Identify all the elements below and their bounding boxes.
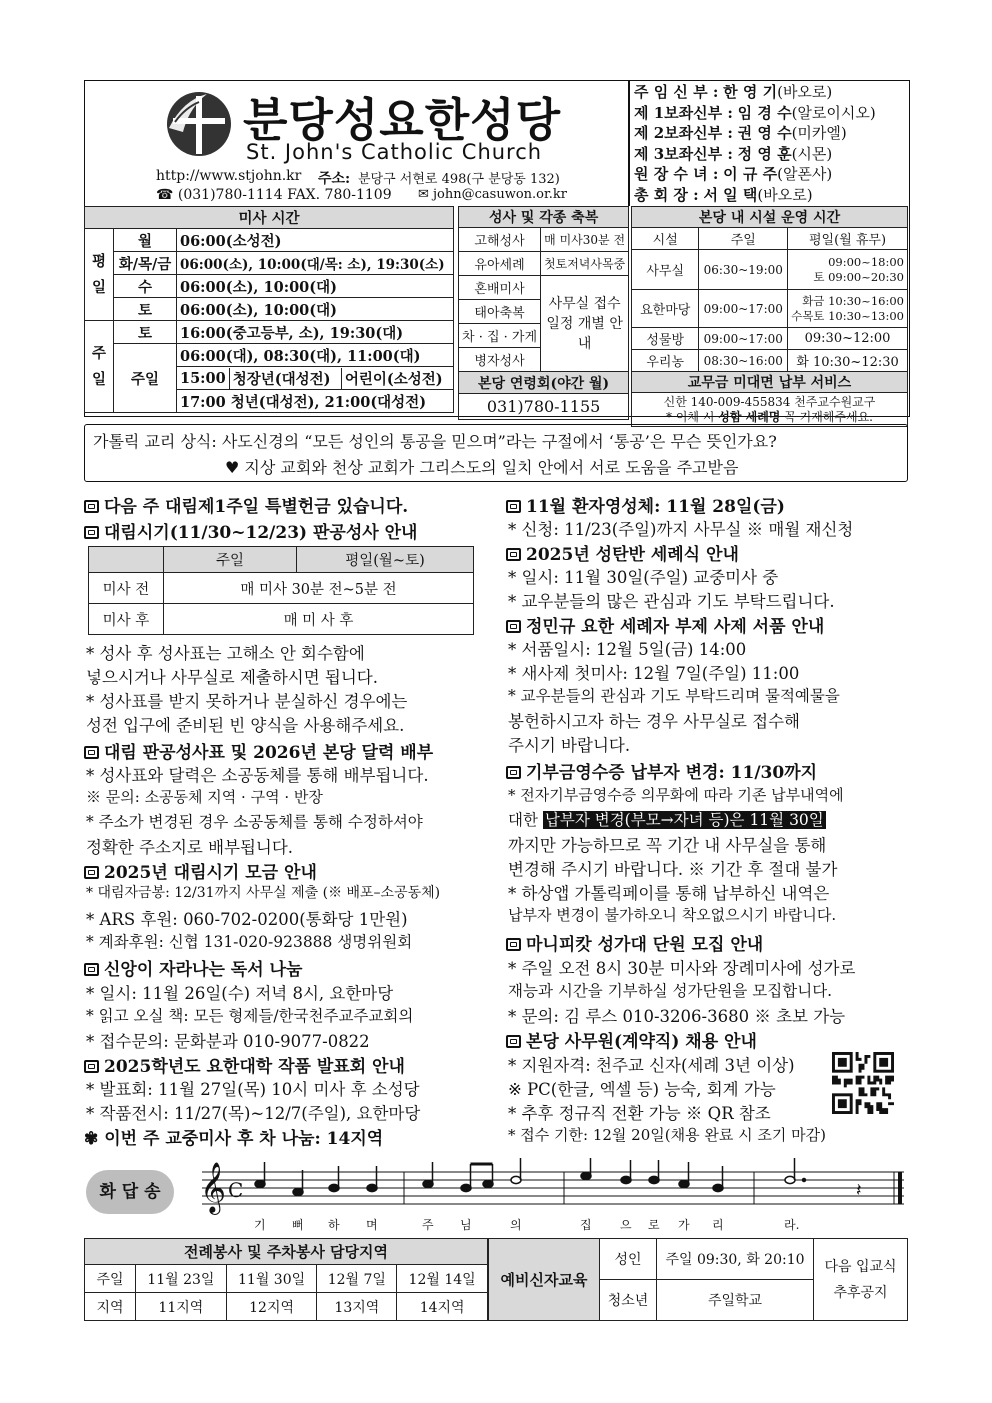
confession-header: 평일(월~토) — [297, 547, 474, 573]
notice-heading: 대림 판공성사표 및 2026년 본당 달력 배부 — [84, 738, 433, 763]
lyric-syllable: 님 — [460, 1218, 472, 1232]
facility-name: 사무실 — [632, 250, 699, 290]
lyric-syllable: 뻐 — [292, 1218, 304, 1232]
notice-line: * 하상앱 가톨릭페이를 통해 납부하신 내역은 — [508, 884, 830, 903]
duty-date: 12월 7일 — [317, 1265, 397, 1293]
notice-line: ※ 문의: 소공동체 지역 · 구역 · 반장 — [86, 788, 323, 806]
sacrament-item: 태아축복 — [459, 300, 541, 324]
duty-row-label: 주일 — [85, 1265, 136, 1293]
sacraments-title: 성사 및 각종 축복 — [459, 207, 629, 228]
facility-name: 요한마당 — [632, 290, 699, 328]
responsorial-psalm-label: 화 답 송 — [86, 1170, 174, 1214]
duty-region: 13지역 — [317, 1293, 397, 1321]
mass-day: 월 — [114, 229, 177, 252]
notice-line: * 교우분들의 관심과 기도 부탁드리며 물적예물을 — [508, 687, 840, 705]
notice-line: 납부자 변경이 불가하오니 착오없으시기 바랍니다. — [508, 906, 837, 924]
notice-line: * 대림자금봉: 12/31까지 사무실 제출 (※ 배포–소공동체) — [86, 885, 441, 901]
website-link[interactable]: http://www.stjohn.kr — [156, 168, 302, 184]
mass-time: 청장년(대성전) — [229, 368, 341, 389]
notice-line: 까지만 가능하므로 꼭 기간 내 사무실을 통해 — [508, 836, 827, 855]
notice-line: * 작품전시: 11/27(목)~12/7(주일), 요한마당 — [86, 1104, 421, 1123]
duty-schedule-table — [84, 1238, 488, 1321]
notice-line: 넣으시거나 사무실로 제출하시면 됩니다. — [86, 668, 378, 687]
confession-row-value: 매 미 사 후 — [164, 604, 474, 635]
next-enrollment-label: 다음 입교식 — [824, 1258, 897, 1275]
confession-row-label: 미사 후 — [89, 604, 164, 635]
notice-line: 주시기 바랍니다. — [508, 736, 631, 755]
notice-heading: 2025년 성탄반 세례식 안내 — [506, 540, 739, 565]
facility-name: 성물방 — [632, 328, 699, 350]
church-name: 분당성요한성당 — [243, 93, 562, 147]
facility-weekday: 화금 10:30~16:00 — [802, 293, 904, 308]
catechism-box — [84, 424, 908, 482]
duty-date: 11월 30일 — [226, 1265, 317, 1293]
catechumen-education-table — [488, 1238, 908, 1321]
notice-line: * 발표회: 11월 27일(목) 10시 미사 후 소성당 — [86, 1080, 420, 1099]
facility-header: 주일 — [699, 228, 788, 250]
duty-region: 11지역 — [136, 1293, 227, 1321]
facility-header: 시설 — [632, 228, 699, 250]
confession-row-value: 매 미사 30분 전~5분 전 — [164, 573, 474, 604]
notice-line: * 교우분들의 많은 관심과 기도 부탁드립니다. — [508, 592, 835, 611]
weekday-label: 평일 — [85, 229, 114, 321]
notice-line: ※ PC(한글, 엑셀 등) 능숙, 회계 가능 — [508, 1080, 776, 1099]
facility-weekday: 09:00~18:00 — [828, 254, 904, 269]
notice-line: * 서품일시: 12월 5일(금) 14:00 — [508, 640, 747, 659]
notice-line: 재능과 시간을 기부하실 성가단원을 모집합니다. — [508, 982, 833, 1000]
mass-time: 15:00 — [177, 368, 229, 389]
address: 분당구 서현로 498(구 분당동 132) — [358, 172, 560, 187]
notice-icon — [84, 963, 99, 976]
mass-day: 화/목/금 — [114, 252, 177, 275]
funeral-union-phone: 031)780-1155 — [459, 394, 629, 420]
notice-line: * 문의: 김 루스 010-3206-3680 ※ 초보 가능 — [508, 1007, 846, 1026]
notice-line: * 지원자격: 천주교 신자(세례 3년 이상) — [508, 1056, 795, 1075]
duty-region: 12지역 — [226, 1293, 317, 1321]
notice-heading: 11월 환자영성체: 11월 28일(금) — [506, 492, 785, 517]
notice-icon — [84, 746, 99, 759]
highlighted-deadline: 납부자 변경(부모→자녀 등)은 11월 30일 — [544, 811, 824, 829]
lyric-syllable: 로 — [648, 1218, 660, 1232]
sacrament-item: 고해성사 — [459, 228, 541, 252]
facility-weekday: 수목토 10:30~13:00 — [791, 308, 904, 323]
duty-region: 14지역 — [397, 1293, 488, 1321]
phone-fax: ☎ (031)780-1114 FAX. 780-1109 — [156, 187, 392, 203]
music-staff — [194, 1158, 906, 1218]
mass-day: 수 — [114, 275, 177, 298]
notice-icon — [84, 1060, 99, 1073]
lyric-syllable: 하 — [328, 1218, 340, 1232]
notice-line: 정확한 주소지로 배부됩니다. — [86, 838, 294, 857]
notice-line: * 일시: 11월 26일(수) 저녁 8시, 요한마당 — [86, 984, 394, 1003]
staff-list — [634, 82, 876, 205]
mass-time: 어린이(소성전) — [344, 370, 443, 388]
facility-name: 우리농 — [632, 350, 699, 372]
notice-icon — [506, 938, 521, 951]
mass-time: 06:00(대), 08:30(대), 11:00(대) — [177, 344, 454, 367]
qr-code-icon[interactable] — [832, 1052, 894, 1114]
mass-time: 06:00(소), 10:00(대) — [177, 275, 454, 298]
donation-title: 교무금 미대면 납부 서비스 — [632, 372, 908, 393]
notice-line: * 접수 기한: 12월 20일(채용 완료 시 조기 마감) — [508, 1126, 826, 1144]
notice-heading: ✾ 이번 주 교중미사 후 차 나눔: 14지역 — [84, 1129, 384, 1149]
lyric-syllable: 며 — [366, 1218, 378, 1232]
lyric-syllable: 주 — [422, 1218, 434, 1232]
facility-sunday: 06:30~19:00 — [699, 250, 788, 290]
notice-line: * 일시: 11월 30일(주일) 교중미사 중 — [508, 568, 779, 587]
sunday-day: 주일 — [114, 344, 177, 413]
lyric-syllable: 라. — [784, 1218, 800, 1232]
notice-line: * 성사표와 달력은 소공동체를 통해 배부됩니다. — [86, 766, 429, 785]
sunday-label: 주일 — [85, 321, 114, 413]
lyric-syllable: 리 — [712, 1218, 724, 1232]
notice-line: * 읽고 오실 책: 모든 형제들/한국천주교주교회의 — [86, 1007, 414, 1025]
notice-line: * 주소가 변경된 경우 소공동체를 통해 수정하셔야 — [86, 813, 423, 831]
confession-header: 주일 — [164, 547, 297, 573]
facility-weekday: 09:30~12:00 — [788, 328, 908, 350]
notice-heading: 2025년 대림시기 모금 안내 — [84, 858, 317, 883]
mass-time: 06:00(소성전) — [177, 229, 454, 252]
mass-schedule-table — [84, 206, 454, 413]
notice-icon — [506, 620, 521, 633]
notice-line: * 전자기부금영수증 의무화에 따라 기존 납부내역에 — [508, 786, 844, 804]
notice-heading: 다음 주 대림제1주일 특별헌금 있습니다. — [84, 492, 408, 517]
duty-row-label: 지역 — [85, 1293, 136, 1321]
notice-heading: 마니피캇 성가대 단원 모집 안내 — [506, 930, 763, 955]
catechism-answer: ♥ 지상 교회와 천상 교회가 그리스도의 일치 안에서 서로 도움을 주고받음 — [225, 458, 739, 477]
notice-icon — [84, 500, 99, 513]
staff-row: 제 3보좌신부 : 정 영 훈(시몬) — [634, 144, 833, 163]
church-name-english: St. John's Catholic Church — [246, 140, 543, 164]
svg-text:𝄽: 𝄽 — [856, 1180, 862, 1201]
notice-line: * ARS 후원: 060-702-0200(통화당 1만원) — [86, 910, 408, 929]
staff-row: 주 임 신 부 : 한 영 기(바오로) — [634, 83, 833, 101]
notice-line: * 성사 후 성사표는 고해소 안 회수함에 — [86, 644, 365, 663]
duty-date: 11월 23일 — [136, 1265, 227, 1293]
notice-line: * 접수문의: 문화분과 010-9077-0822 — [86, 1032, 370, 1051]
notice-icon — [506, 548, 521, 561]
notice-icon — [84, 866, 99, 879]
svg-text:𝄞: 𝄞 — [200, 1162, 227, 1213]
catechism-question: 가톨릭 교리 상식: 사도신경의 “모든 성인의 통공을 믿으며”라는 구절에서 ‘통공’은 무슨 뜻인가요? — [93, 432, 777, 451]
notice-icon — [506, 766, 521, 779]
church-logo-icon — [163, 88, 235, 160]
facility-sunday: 08:30~16:00 — [699, 350, 788, 372]
facilities-table — [631, 206, 908, 427]
notice-heading: 2025학년도 요한대학 작품 발표회 안내 — [84, 1052, 405, 1077]
sacrament-item: 차 · 집 · 가게 — [459, 324, 541, 348]
address-label: 주소: — [318, 171, 351, 187]
confession-schedule-table — [88, 546, 474, 635]
donation-account: 신한 140-009-455834 천주교수원교구 — [663, 394, 876, 409]
notice-icon — [84, 526, 99, 539]
facility-sunday: 09:00~17:00 — [699, 328, 788, 350]
tea-leaf-icon: ✾ — [84, 1129, 99, 1149]
notice-line: * 계좌후원: 신협 131-020-923888 생명위원회 — [86, 933, 413, 951]
facility-header: 평일(월 휴무) — [788, 228, 908, 250]
lyric-syllable: 으 — [620, 1218, 632, 1232]
notice-heading: 신앙이 자라나는 독서 나눔 — [84, 955, 302, 980]
staff-divider — [628, 80, 630, 206]
staff-row: 제 2보좌신부 : 권 영 수(미카엘) — [634, 124, 847, 142]
lyric-syllable: 가 — [678, 1218, 690, 1232]
notice-line: * 주일 오전 8시 30분 미사와 장례미사에 성가로 — [508, 959, 856, 978]
email-link[interactable]: ✉ john@casuwon.or.kr — [418, 187, 567, 202]
office-contact-note: 사무실 접수 일정 개별 안내 — [541, 276, 629, 372]
mass-title: 미사 시간 — [85, 207, 454, 229]
facilities-title: 본당 내 시설 운영 시간 — [632, 207, 908, 228]
mass-day: 토 — [114, 321, 177, 344]
mass-day: 토 — [114, 298, 177, 321]
notice-line: 성전 입구에 준비된 빈 양식을 사용해주세요. — [86, 716, 405, 735]
svg-text:C: C — [228, 1178, 244, 1202]
notice-line: * 성사표를 받지 못하거나 분실하신 경우에는 — [86, 692, 408, 711]
funeral-union-title: 본당 연령회(야간 월) — [459, 372, 629, 394]
staff-row: 제 1보좌신부 : 임 경 수(알로이시오) — [634, 103, 876, 122]
notice-line: * 추후 정규직 전환 가능 ※ QR 참조 — [508, 1104, 771, 1123]
mass-time: 16:00(중고등부, 소), 19:30(대) — [177, 321, 454, 344]
sacrament-item: 유아세례 — [459, 252, 541, 276]
staff-row: 원 장 수 녀 : 이 규 주(알폰사) — [634, 165, 833, 183]
notice-line: 변경해 주시기 바랍니다. ※ 기간 후 절대 불가 — [508, 860, 838, 879]
mass-time: 06:00(소), 10:00(대/목: 소), 19:30(소) — [177, 252, 454, 275]
mass-time: 06:00(소), 10:00(대) — [177, 298, 454, 321]
notice-heading: 대림시기(11/30~12/23) 판공성사 안내 — [84, 518, 417, 543]
sacrament-item: 병자성사 — [459, 348, 541, 372]
duty-title: 전례봉사 및 주차봉사 담당지역 — [85, 1239, 488, 1265]
notice-line: 봉헌하시고자 하는 경우 사무실로 접수해 — [508, 712, 800, 731]
notice-line: 대한 납부자 변경(부모→자녀 등)은 11월 30일 — [508, 811, 824, 829]
hymn-lyrics — [194, 1216, 906, 1232]
notice-heading: 기부금영수증 납부자 변경: 11/30까지 — [506, 758, 817, 783]
sacrament-item: 혼배미사 — [459, 276, 541, 300]
lyric-syllable: 의 — [510, 1218, 522, 1232]
donation-note: * 이체 시 성함 세례명 꼭 기재해주세요. — [666, 409, 873, 424]
sacrament-time: 매 미사30분 전 — [541, 228, 629, 252]
staff-row: 총 회 장 : 서 일 택(바오로) — [634, 185, 813, 204]
notice-heading: 본당 사무원(계약직) 채용 안내 — [506, 1027, 757, 1052]
notice-line: * 신청: 11/23(주일)까지 사무실 ※ 매월 재신청 — [508, 520, 854, 539]
next-enrollment-value: 추후공지 — [833, 1284, 888, 1301]
education-group: 성인 — [600, 1239, 657, 1280]
education-group: 청소년 — [600, 1280, 657, 1321]
education-time: 주일학교 — [657, 1280, 814, 1321]
lyric-syllable: 집 — [580, 1218, 592, 1232]
duty-date: 12월 14일 — [397, 1265, 488, 1293]
notice-icon — [506, 500, 521, 513]
education-time: 주일 09:30, 화 20:10 — [657, 1239, 814, 1280]
mass-time: 17:00 청년(대성전), 21:00(대성전) — [177, 390, 454, 413]
facility-weekday: 화 10:30~12:30 — [788, 350, 908, 372]
facility-sunday: 09:00~17:00 — [699, 290, 788, 328]
facility-weekday: 토 09:00~20:30 — [813, 269, 904, 284]
notice-heading: 정민규 요한 세례자 부제 사제 서품 안내 — [506, 612, 824, 637]
confession-row-label: 미사 전 — [89, 573, 164, 604]
sacrament-time: 첫토저녁사목중 — [541, 252, 629, 276]
sacraments-table — [458, 206, 629, 420]
notice-line: * 새사제 첫미사: 12월 7일(주일) 11:00 — [508, 664, 800, 683]
notice-icon — [506, 1035, 521, 1048]
education-title: 예비신자교육 — [489, 1239, 600, 1321]
lyric-syllable: 기 — [254, 1218, 266, 1232]
